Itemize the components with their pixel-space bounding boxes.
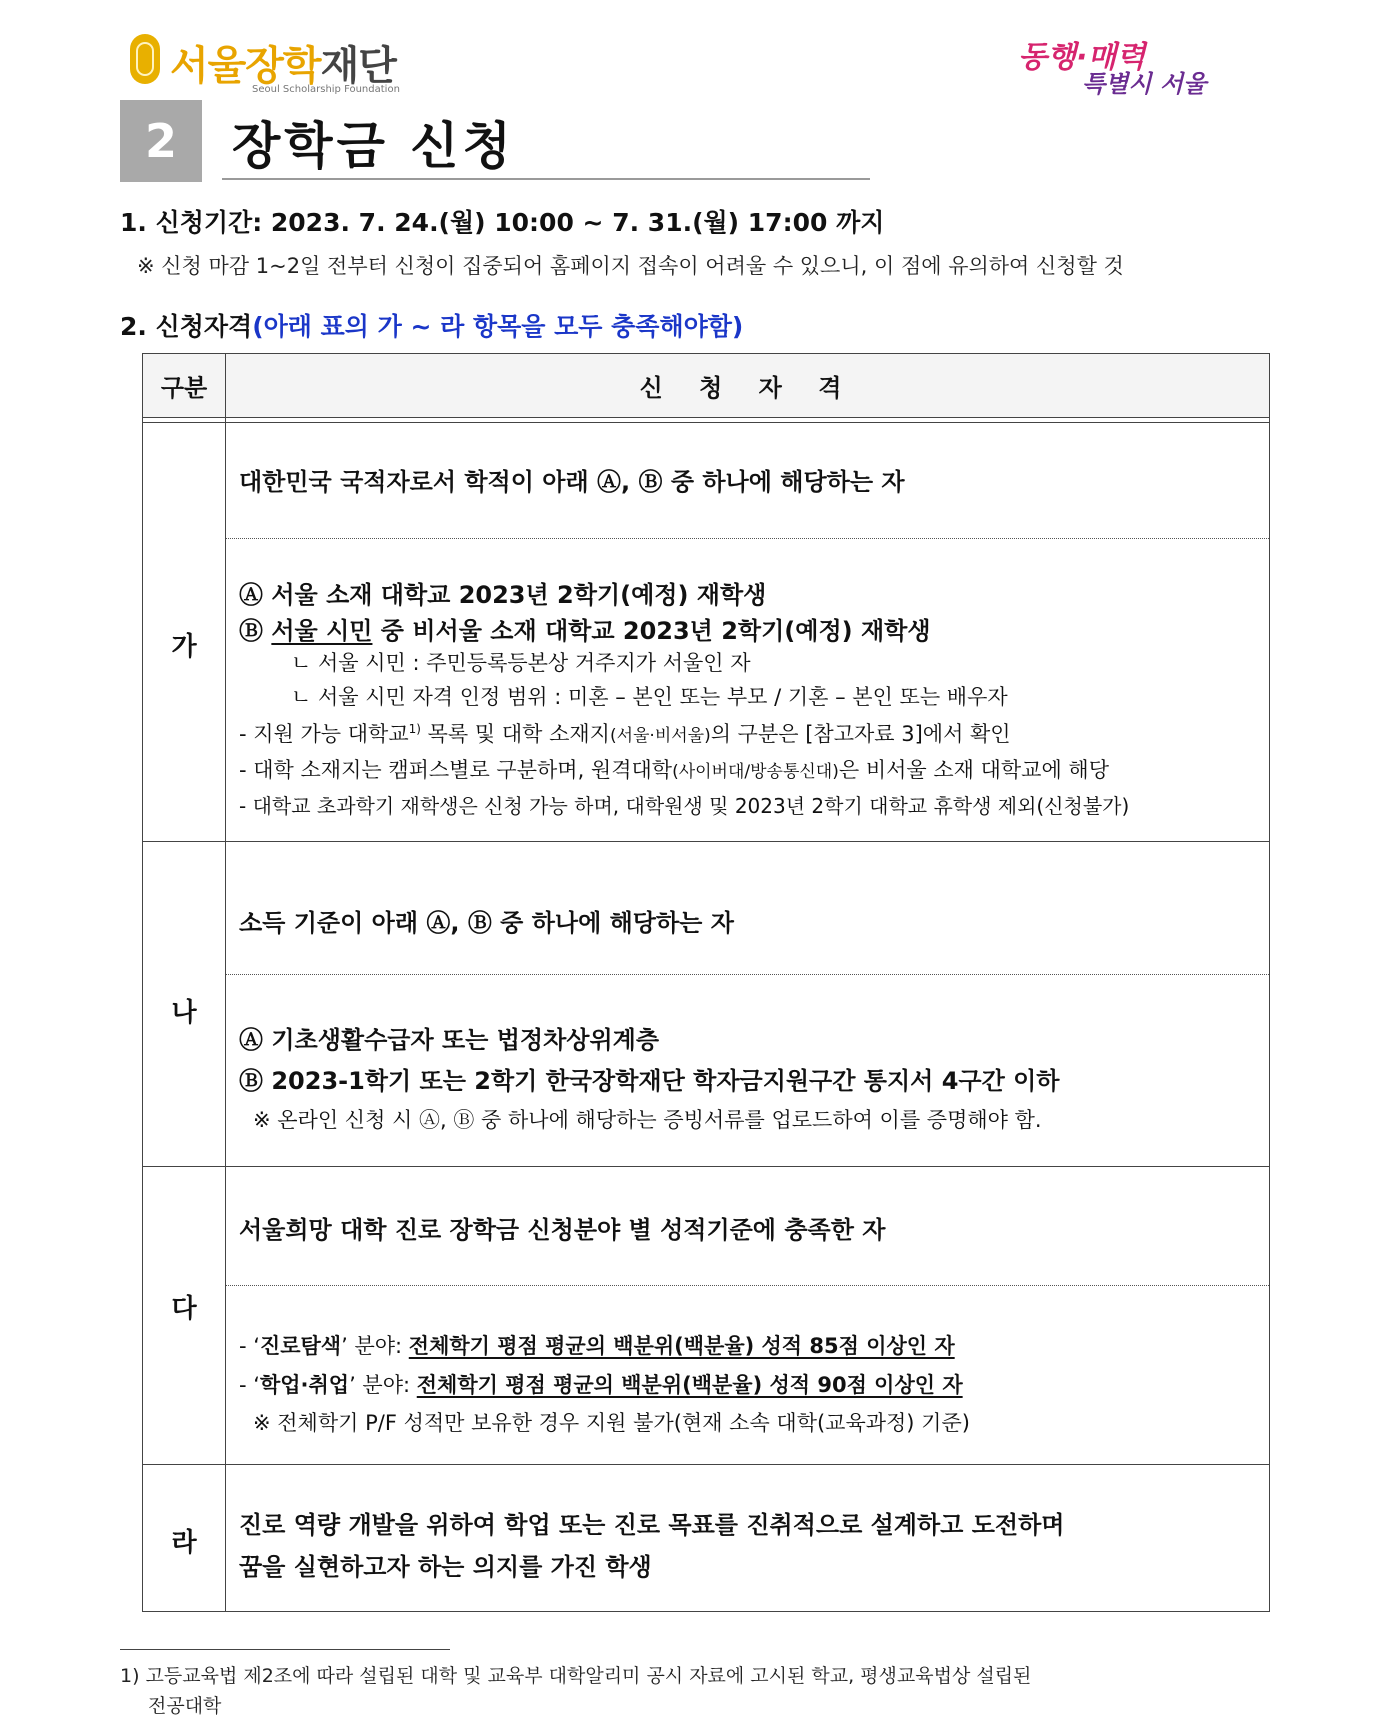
da-criteria-1-underlined: 전체학기 평점 평균의 백분위(백분율) 성적 85점 이상인 자 [408,1334,955,1358]
da-criteria-2-underlined: 전체학기 평점 평균의 백분위(백분율) 성적 90점 이상인 자 [416,1373,963,1397]
row-label-ra: 라 [171,1528,197,1558]
ga-divider [226,538,1269,539]
eligibility-heading-highlight: (아래 표의 가 ~ 라 항목을 모두 충족해야함) [252,312,744,341]
ga-sub-note-2: ㄴ 서울 시민 자격 인정 범위 : 미혼 – 본인 또는 부모 / 기혼 – 본인 또는 배우자 [291,685,1008,709]
da-divider [226,1285,1269,1286]
ga-detail-1: - 지원 가능 대학교$^{1)}$ 목록 및 대학 소재지(서울·비서울)의 구분은 [참고자료 3]에서 확인 [239,722,1011,746]
na-divider [226,974,1269,975]
da-criteria-2: - ‘학업·취업’ 분야: 전체학기 평점 평균의 백분위(백분율) 성적 90점 이상인 자 [239,1373,963,1397]
ra-line-2: 꿈을 실현하고자 하는 의지를 가진 학생 [239,1553,652,1581]
ga-detail-2: - 대학 소재지는 캠퍼스별로 구분하며, 원격대학(사이버대/방송통신대)은 비서울 소재 대학교에 해당 [239,758,1109,782]
ga-detail-3: - 대학교 초과학기 재학생은 신청 가능 하며, 대학원생 및 2023년 2학기 대학교 휴학생 제외(신청불가) [239,794,1130,818]
table-header-category: 구분 [160,374,208,402]
ga-heading: 대한민국 국적자로서 학적이 아래 Ⓐ, Ⓑ 중 하나에 해당하는 자 [239,468,905,496]
ga-option-b: Ⓑ 서울 시민 중 비서울 소재 대학교 2023년 2학기(예정) 재학생 [239,617,931,645]
foundation-name: 서울장학재단 [170,43,396,89]
na-option-a: Ⓐ 기초생활수급자 또는 법정차상위계층 [239,1026,660,1054]
table-header-eligibility: 신 청 자 격 [639,374,856,402]
eligibility-table [142,353,1270,1612]
row-separator [143,1166,1269,1167]
ra-line-1: 진로 역량 개발을 위하여 학업 또는 진로 목표를 진취적으로 설계하고 도전하며 [239,1511,1065,1539]
row-label-ga: 가 [171,632,197,662]
row-label-na: 나 [171,998,197,1028]
section-number-badge: 2 [120,100,202,182]
footnote-marker: 1) [408,722,421,736]
eligibility-heading-lead: 2. 신청자격 [120,312,253,341]
application-period-note: ※ 신청 마감 1~2일 전부터 신청이 집중되어 홈페이지 접속이 어려울 수 있으니, 이 점에 유의하여 신청할 것 [137,254,1124,278]
da-criteria-1: - ‘진로탐색’ 분야: 전체학기 평점 평균의 백분위(백분율) 성적 85점 이상인 자 [239,1334,955,1358]
na-option-b: Ⓑ 2023-1학기 또는 2학기 한국장학재단 학자금지원구간 통지서 4구간 이하 [239,1067,1060,1095]
foundation-seal-icon [130,34,160,84]
table-header-double-rule [143,417,1269,423]
da-heading: 서울희망 대학 진로 장학금 신청분야 별 성적기준에 충족한 자 [239,1216,886,1244]
eligibility-heading [120,307,743,343]
ga-option-a: Ⓐ 서울 소재 대학교 2023년 2학기(예정) 재학생 [239,581,767,609]
row-separator [143,1464,1269,1465]
footnote-rule [120,1649,450,1650]
application-period: 1. 신청기간: 2023. 7. 24.(월) 10:00 ~ 7. 31.(월) 17:00 까지 [120,208,885,237]
row-label-da: 다 [171,1294,197,1324]
da-note: ※ 전체학기 P/F 성적만 보유한 경우 지원 불가(현재 소속 대학(교육과정) 기준) [253,1411,970,1435]
na-note: ※ 온라인 신청 시 Ⓐ, Ⓑ 중 하나에 해당하는 증빙서류를 업로드하여 이를 증명해야 함. [253,1108,1042,1132]
slogan-line1: 동행·매력 [1018,40,1146,75]
section-title: 장학금 신청 [232,117,515,175]
section-title-rule [222,178,870,180]
foundation-name-english: Seoul Scholarship Foundation [252,84,400,95]
seoul-slogan-logo [1018,32,1207,98]
na-heading: 소득 기준이 아래 Ⓐ, Ⓑ 중 하나에 해당하는 자 [239,909,734,937]
row-separator [143,841,1269,842]
footnote-line-2: 전공대학 [148,1695,222,1717]
slogan-line2: 특별시 서울 [1082,70,1207,98]
table-column-divider [225,354,226,1611]
ga-sub-note-1: ㄴ 서울 시민 : 주민등록등본상 거주지가 서울인 자 [291,651,751,675]
foundation-logo [130,30,400,96]
ga-option-b-underlined: 서울 시민 [271,617,373,645]
footnote-line-1: 1) 고등교육법 제2조에 따라 설립된 대학 및 교육부 대학알리미 공시 자료에 고시된 학교, 평생교육법상 설립된 [120,1665,1032,1687]
